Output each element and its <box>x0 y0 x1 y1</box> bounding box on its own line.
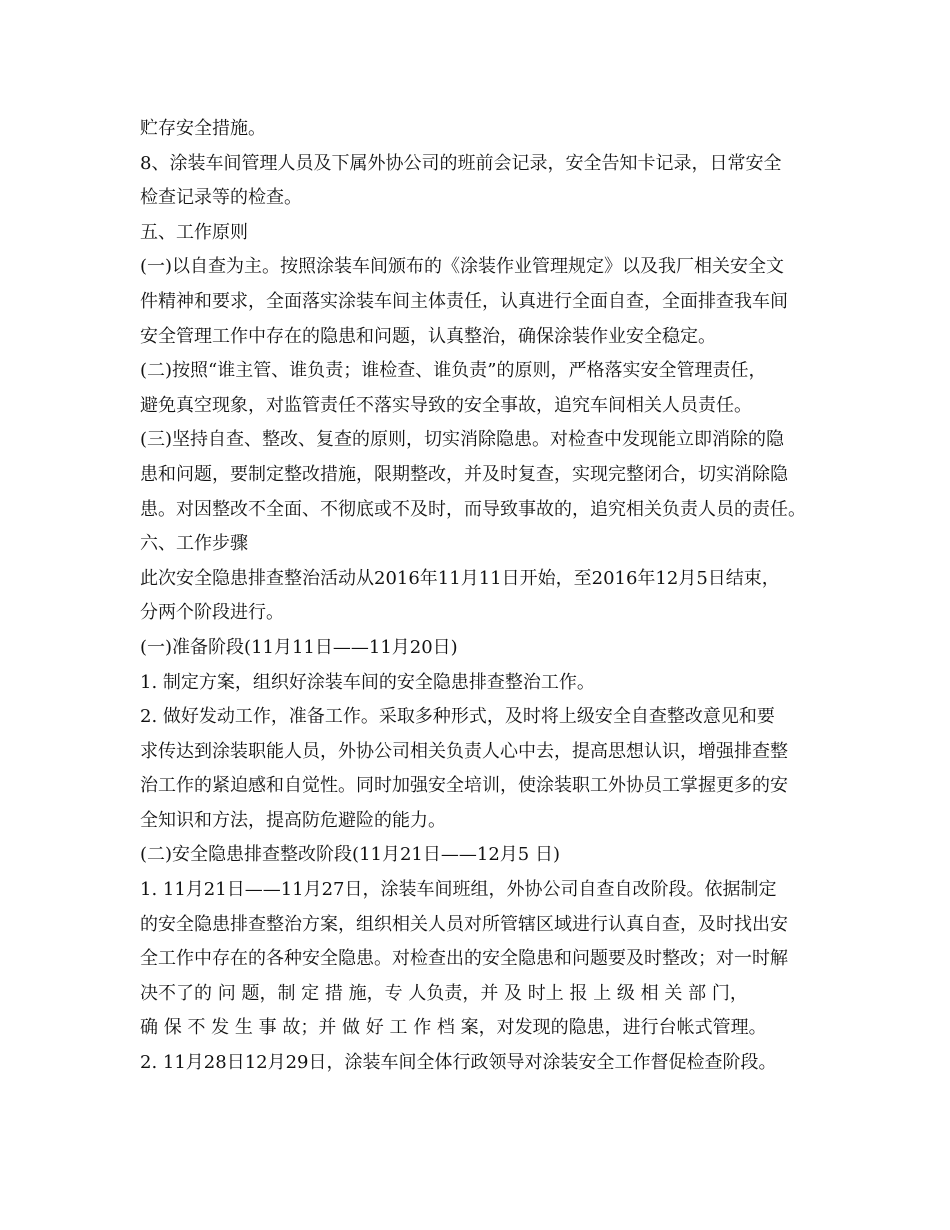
text-line: 避免真空现象，对监管责任不落实导致的安全事故，追究车间相关人员责任。 <box>140 394 752 416</box>
section-heading: 六、工作步骤 <box>140 533 248 555</box>
text-line: 8、涂装车间管理人员及下属外协公司的班前会记录，安全告知卡记录，日常安全 <box>140 152 782 174</box>
text-line: 的安全隐患排查整治方案，组织相关人员对所管辖区域进行认真自查，及时找出安 <box>140 913 788 935</box>
text-line: 决不了的 问 题，制 定 措 施，专 人负责，并 及 时上 报 上 级 相 关 部 门， <box>140 982 748 1004</box>
text-line: 分两个阶段进行。 <box>140 602 284 624</box>
text-line: 全知识和方法，提高防危避险的能力。 <box>140 809 446 831</box>
text-line: (二)按照“谁主管、谁负责；谁检查、谁负责”的原则，严格落实安全管理责任， <box>140 360 767 382</box>
document-body <box>140 112 812 1081</box>
text-line: 检查记录等的检查。 <box>140 187 302 209</box>
text-line: 治工作的紧迫感和自觉性。同时加强安全培训，使涂装职工外协员工掌握更多的安 <box>140 775 788 797</box>
text-line: 求传达到涂装职能人员，外协公司相关负责人心中去，提高思想认识，增强排查整 <box>140 740 788 762</box>
text-line: 贮存安全措施。 <box>140 118 266 139</box>
text-line: 此次安全隐患排查整治活动从2016年11月11日开始，至2016年12月5日结束， <box>140 567 780 589</box>
text-line: 全工作中存在的各种安全隐患。对检查出的安全隐患和问题要及时整改；对一时解 <box>140 948 788 970</box>
text-line: (一)以自查为主。按照涂装车间颁布的《涂装作业管理规定》以及我厂相关安全文 <box>140 256 785 278</box>
text-line: 件精神和要求，全面落实涂装车间主体责任，认真进行全面自查，全面排查我车间 <box>140 290 788 312</box>
text-line: 确 保 不 发 生 事 故；并 做 好 工 作 档 案，对发现的隐患，进行台帐式管理。 <box>140 1017 767 1039</box>
text-line: 2. 做好发动工作，准备工作。采取多种形式，及时将上级安全自查整改意见和要 <box>140 706 775 728</box>
text-line: 患。对因整改不全面、不彻底或不及时，而导致事故的，追究相关负责人员的责任。 <box>140 498 806 520</box>
text-line: 安全管理工作中存在的隐患和问题，认真整治，确保涂装作业安全稳定。 <box>140 325 716 347</box>
sub-heading: (二)安全隐患排查整改阶段(11月21日——12月5 日) <box>140 844 560 866</box>
section-heading: 五、工作原则 <box>140 221 248 243</box>
text-line: 1. 11月21日——11月27日，涂装车间班组，外协公司自查自改阶段。依据制定 <box>140 879 777 901</box>
sub-heading: (一)准备阶段(11月11日——11月20日) <box>140 636 458 658</box>
text-line: 2. 11月28日12月29日，涂装车间全体行政领导对涂装安全工作督促检查阶段。 <box>140 1052 777 1074</box>
text-line: 患和问题，要制定整改措施，限期整改，并及时复查，实现完整闭合，切实消除隐 <box>140 463 788 485</box>
text-line: (三)坚持自查、整改、复查的原则，切实消除隐患。对检查中发现能立即消除的隐 <box>140 429 785 451</box>
text-line: 1. 制定方案，组织好涂装车间的安全隐患排查整治工作。 <box>140 671 595 693</box>
